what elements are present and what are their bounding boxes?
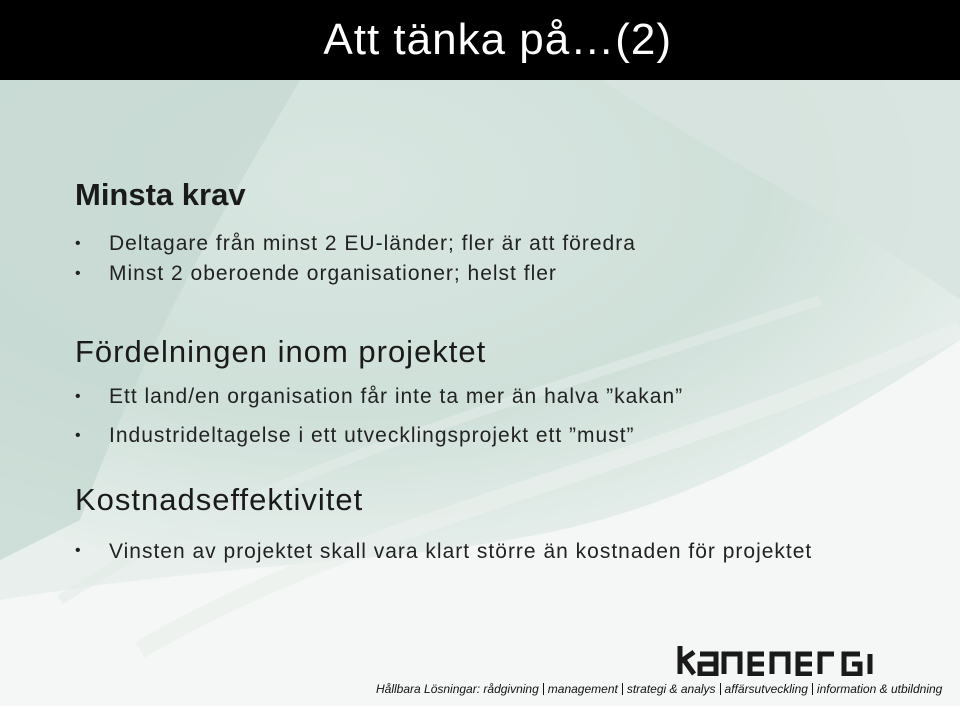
footer-item: management — [547, 682, 618, 696]
bullet-text: Industrideltagelse i ett utvecklingsprojekt ett ”must” — [109, 424, 635, 447]
section-kostnadseffektivitet — [75, 480, 935, 567]
company-logo — [676, 644, 916, 676]
list-item — [75, 536, 935, 567]
section-minsta-krav — [75, 175, 935, 289]
bullet-text: Ett land/en organisation får inte ta mer än halva ”kakan” — [109, 385, 684, 408]
bullet-list — [75, 536, 935, 567]
separator — [622, 683, 623, 695]
bullet-text: Minst 2 oberoende organisationer; helst fler — [109, 262, 557, 285]
bullet-dot-icon: • — [75, 235, 82, 252]
footer-lead: Hållbara Lösningar: — [376, 682, 481, 696]
bullet-dot-icon: • — [75, 427, 82, 444]
section-heading: Minsta krav — [75, 177, 246, 212]
bullet-text: Vinsten av projektet skall vara klart större än kostnaden för projektet — [109, 540, 813, 563]
slide-title: Att tänka på…(2) — [323, 15, 672, 64]
bullet-dot-icon: • — [75, 388, 82, 405]
section-heading: Fördelningen inom projektet — [75, 334, 487, 369]
footer-item: rådgivning — [483, 682, 539, 696]
title-bar — [0, 0, 960, 80]
list-item — [75, 259, 935, 289]
separator — [812, 683, 813, 695]
section-fordelningen — [75, 332, 935, 451]
separator — [720, 683, 721, 695]
footer-item: information & utbildning — [816, 682, 943, 696]
bullet-list — [75, 382, 935, 451]
list-item — [75, 421, 935, 451]
bullet-text: Deltagare från minst 2 EU-länder; fler är att föredra — [109, 232, 636, 255]
bullet-dot-icon: • — [75, 265, 82, 282]
footer-services — [376, 681, 946, 697]
list-item — [75, 229, 935, 259]
section-heading: Kostnadseffektivitet — [75, 482, 364, 517]
bullet-dot-icon: • — [75, 542, 82, 559]
bullet-list — [75, 229, 935, 289]
footer-item: strategi & analys — [626, 682, 716, 696]
list-item — [75, 382, 935, 412]
separator — [543, 683, 544, 695]
logo-text: kanenergi — [676, 644, 681, 645]
slide-content — [75, 175, 935, 567]
footer-item: affärsutveckling — [724, 682, 808, 696]
